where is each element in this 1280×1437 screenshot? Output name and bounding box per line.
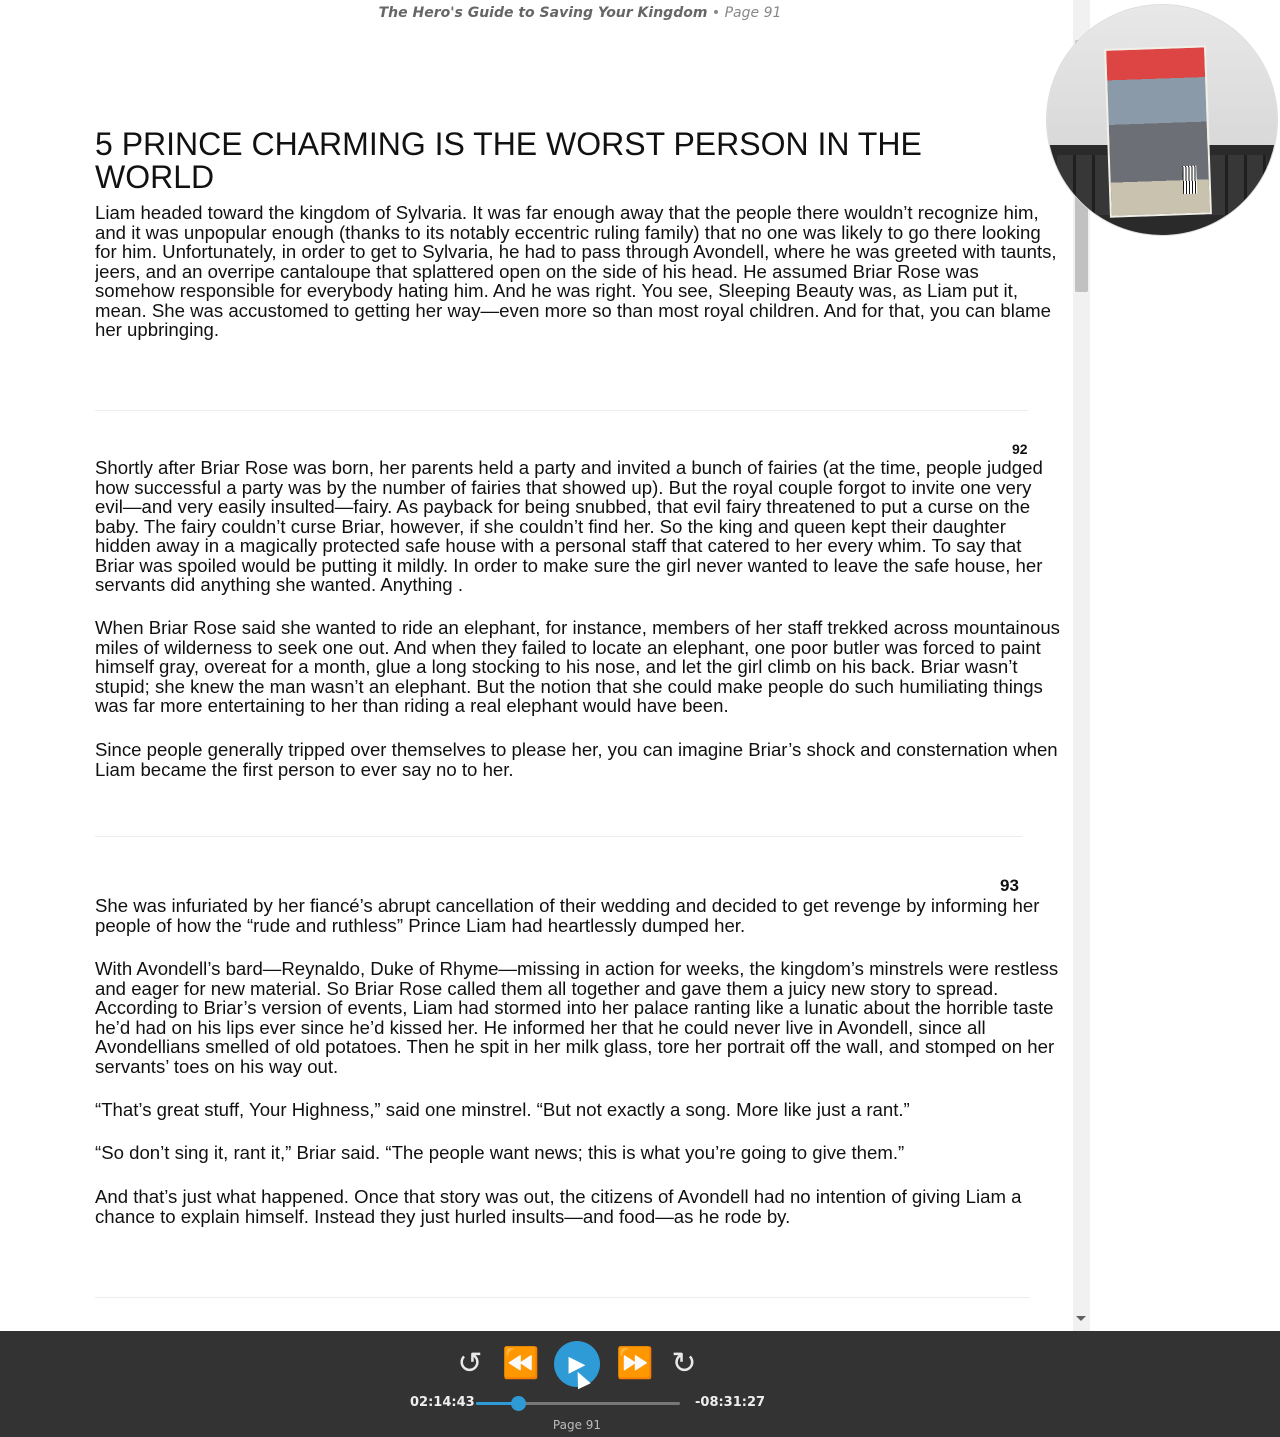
paragraph: “That’s great stuff, Your Highness,” said one minstrel. “But not exactly a song. More like just a rant.” — [95, 1099, 910, 1120]
paragraph: “So don’t sing it, rant it,” Briar said. “The people want news; this is what you’re going to give them.” — [95, 1142, 905, 1163]
player-page-label: Page 91 — [552, 1418, 602, 1432]
page-number: 93 — [1000, 876, 1019, 895]
page-number: 92 — [1012, 441, 1028, 457]
webcam-overlay — [1047, 5, 1277, 235]
paragraph: And that’s just what happened. Once that story was out, the citizens of Avondell had no intention of giving Liam a chance to explain himself. Instead they just hurled insults—and food—as he rode by. — [95, 1186, 1022, 1227]
page-divider — [95, 1297, 1030, 1298]
webcam-book-cover — [1104, 45, 1212, 217]
header-separator: • — [707, 5, 725, 21]
remaining-time: -08:31:27 — [695, 1395, 766, 1410]
paragraph: Liam headed toward the kingdom of Sylvaria. It was far enough away that the people there wouldn’t recognize him, and it was unpopular enough (thanks to its notably eccentric ruling family) that no one was likely to go there looking for him. Unfortunately, in order to get to Sylvaria, he had to pass through Avondell, where he was greeted with taunts, jeers, and an overripe cantaloupe that splattered open on the side of his head. He assumed Briar Rose was somehow responsible for everybody hating him. And he was right. You see, Sleeping Beauty was, as Liam put it, mean. She was accustomed to getting her way—even more so than most royal children. And for that, you can blame her upbringing. — [95, 202, 1057, 340]
paragraph: Since people generally tripped over themselves to please her, you can imagine Briar’s shock and consternation when Liam became the first person to ever say no to her. — [95, 739, 1058, 780]
progress-knob[interactable] — [511, 1396, 526, 1411]
chapter-title: 5 PRINCE CHARMING IS THE WORST PERSON IN THE WORLD — [95, 126, 922, 195]
redo-icon[interactable]: ↻ — [671, 1347, 697, 1380]
paragraph: When Briar Rose said she wanted to ride an elephant, for instance, members of her staff trekked across mountainous miles of wilderness to seek one out. And when they failed to locate an elephant, one poor butler was forced to paint himself gray, overeat for a month, glue a long stocking to his nose, and let the girl climb on his back. Briar wasn’t stupid; she knew the man wasn’t an elephant. But the notion that she could make people do such humiliating things was far more entertaining to her than riding a real elephant would have been. — [95, 617, 1060, 716]
header-page-label: Page 91 — [724, 5, 782, 21]
page-divider — [95, 410, 1028, 411]
paragraph: With Avondell’s bard—Reynaldo, Duke of Rhyme—missing in action for weeks, the kingdom’s minstrels were restless and eager for new material. So Briar Rose called them all together and gave them a juicy new story to spread. According to Briar’s version of events, Liam had stormed into her palace ranting like a lunatic about the horrible taste he’d had on his lips ever since he’d kissed her. He informed her that he could never live in Avondell, since all Avondellians smelled of old potatoes. Then he spit in her milk glass, tore her portrait off the wall, and stomped on her servants’ toes on his way out. — [95, 958, 1059, 1077]
elapsed-time: 02:14:43 — [410, 1395, 475, 1410]
fast-forward-icon[interactable]: ⏩ — [616, 1347, 654, 1380]
page-divider — [95, 836, 1022, 837]
barcode-icon — [1182, 166, 1197, 194]
play-icon: ▶ — [568, 1351, 586, 1376]
progress-slider[interactable] — [476, 1402, 680, 1405]
book-title: The Hero's Guide to Saving Your Kingdom — [378, 5, 708, 21]
paragraph: Shortly after Briar Rose was born, her parents held a party and invited a bunch of fairies (at the time, people judged how successful a party was by the number of fairies that showed up). But the royal couple forgot to invite one very evil—and very easily insulted—fairy. As payback for being snubbed, that evil fairy threatened to put a curse on the baby. The fairy couldn’t curse Briar, however, if she couldn’t find her. So the king and queen kept their daughter hidden away in a magically protected safe house with a personal staff that catered to her every whim. To say that Briar was spoiled would be putting it mildly. In order to make sure the girl never wanted to leave the safe house, her servants did anything she wanted. Anything . — [95, 457, 1043, 595]
rewind-icon[interactable]: ⏪ — [502, 1347, 540, 1380]
reader-content[interactable] — [95, 0, 1060, 1331]
paragraph: She was infuriated by her fiancé’s abrupt cancellation of their wedding and decided to get revenge by informing her people of how the “rude and ruthless” Prince Liam had heartlessly dumped her. — [95, 895, 1040, 936]
audio-player — [0, 1331, 1280, 1437]
replay-icon[interactable]: ↺ — [457, 1347, 483, 1380]
scroll-down-arrow-icon[interactable] — [1076, 1316, 1086, 1321]
